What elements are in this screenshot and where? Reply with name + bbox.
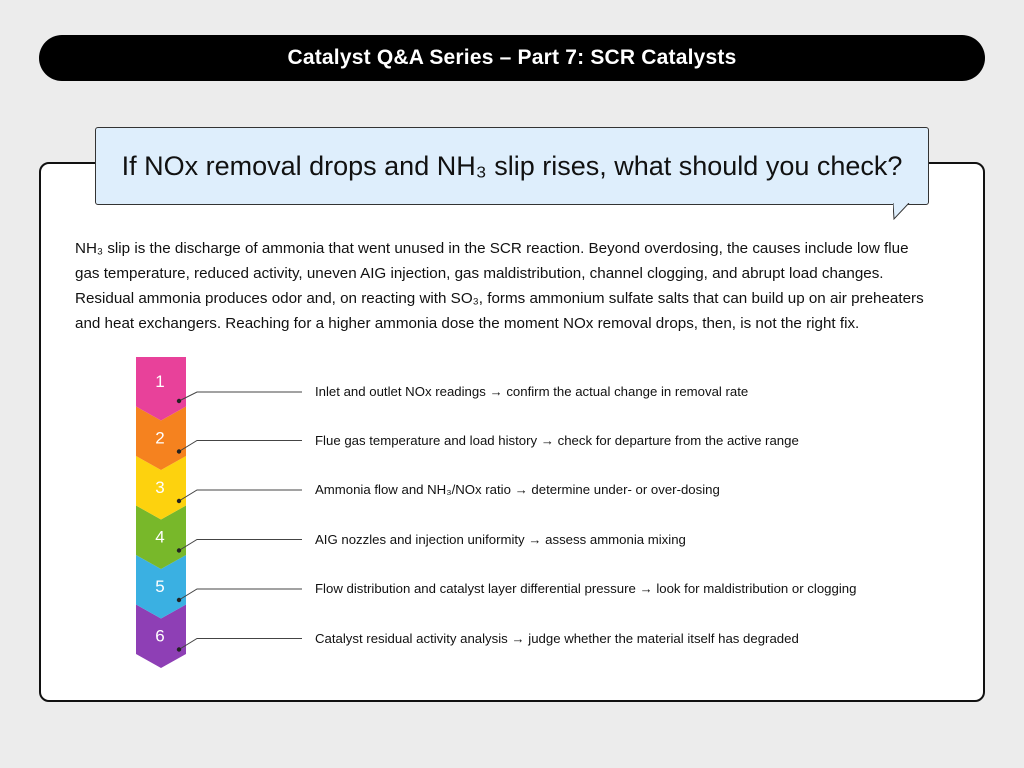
- step-4-label: AIG nozzles and injection uniformity → assess ammonia mixing: [315, 531, 686, 547]
- step-5-leader-line: [179, 589, 302, 600]
- step-2-dot: [177, 449, 181, 453]
- step-1-number: 1: [155, 372, 165, 391]
- intro-line-4: and heat exchangers. Reaching for a higher ammonia dose the moment NOx removal drops, then, is not the right fix.: [75, 315, 860, 332]
- step-1-dot: [177, 399, 181, 403]
- step-6-leader-line: [179, 639, 302, 650]
- step-4-dot: [177, 548, 181, 552]
- step-6-dot: [177, 647, 181, 651]
- speech-bubble-tail: [893, 203, 915, 221]
- step-4-leader-line: [179, 540, 302, 551]
- intro-line-3: Residual ammonia produces odor and, on reacting with SO₃, forms ammonium sulfate salts that can build up on air preheaters: [75, 290, 924, 307]
- step-2-leader-line: [179, 441, 302, 452]
- step-3-number: 3: [155, 478, 165, 497]
- question-bubble: [95, 127, 929, 205]
- step-3-dot: [177, 499, 181, 503]
- step-1-leader-line: [179, 392, 302, 401]
- step-2-number: 2: [155, 428, 165, 448]
- step-2-label: Flue gas temperature and load history → check for departure from the active range: [315, 432, 799, 448]
- intro-line-1: NH₃ slip is the discharge of ammonia that went unused in the SCR reaction. Beyond overdosing, the causes include low flue: [75, 240, 909, 257]
- step-6-number: 6: [155, 626, 165, 646]
- step-5-dot: [177, 598, 181, 602]
- step-6-label: Catalyst residual activity analysis → judge whether the material itself has degraded: [315, 630, 799, 646]
- intro-line-2: gas temperature, reduced activity, uneven AIG injection, gas maldistribution, channel clogging, and abrupt load changes.: [75, 265, 884, 282]
- question-text: If NOx removal drops and NH₃ slip rises, what should you check?: [121, 150, 903, 181]
- series-title: Catalyst Q&A Series – Part 7: SCR Catalysts: [287, 46, 737, 69]
- step-3-label: Ammonia flow and NH₃/NOx ratio → determine under- or over-dosing: [315, 482, 720, 497]
- step-4-number: 4: [155, 527, 165, 547]
- step-1-label: Inlet and outlet NOx readings → confirm the actual change in removal rate: [315, 384, 749, 399]
- step-3-leader-line: [179, 490, 302, 501]
- step-5-number: 5: [155, 577, 165, 596]
- step-5-label: Flow distribution and catalyst layer differential pressure → look for maldistribution or clogging: [315, 581, 857, 596]
